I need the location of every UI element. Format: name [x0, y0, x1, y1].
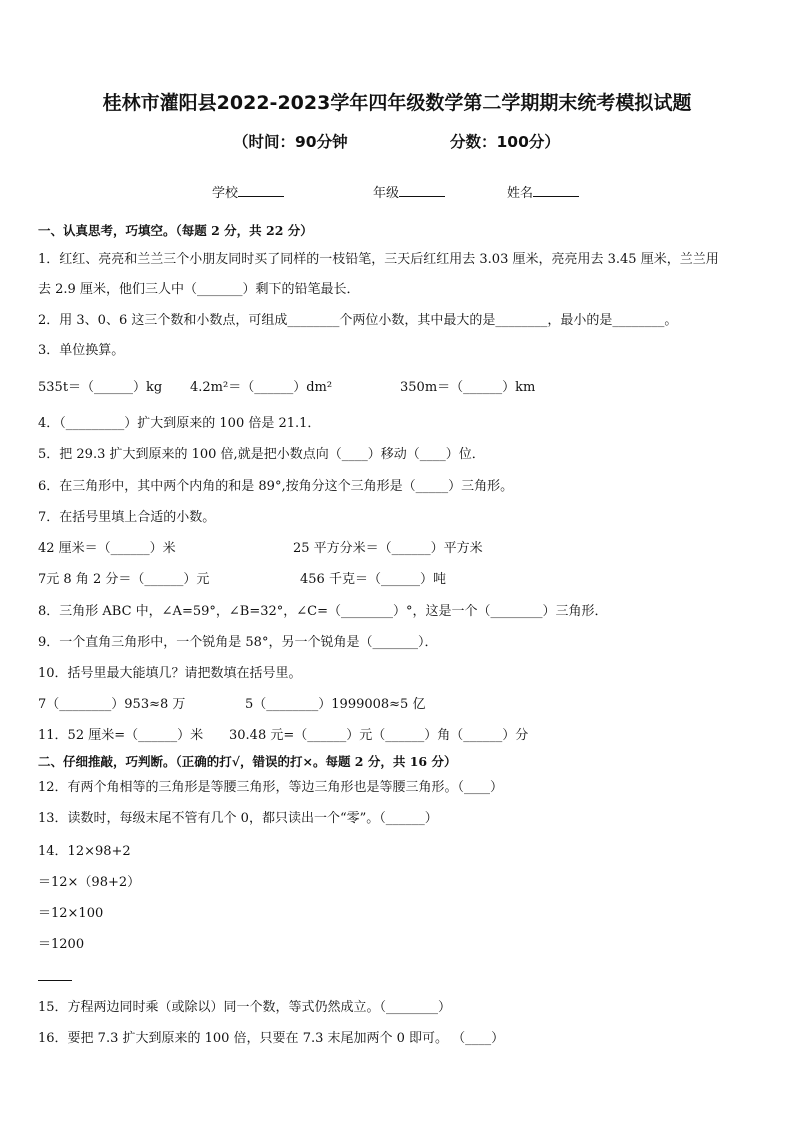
question-8: 8．三角形 ABC 中，∠A=59°，∠B=32°，∠C=（________）°，这是一个（________）三角形．: [38, 604, 608, 619]
question-3-c: 350m＝（______）km: [400, 380, 536, 395]
question-11: [38, 728, 758, 746]
question-7-d: 456 千克＝（______）吨: [300, 572, 446, 587]
grade-field: [373, 182, 445, 201]
question-14-line-2: ＝12×（98+2）: [38, 875, 141, 890]
question-1-line-1: 1．红红、亮亮和兰兰三个小朋友同时买了同样的一枝铅笔，三天后红红用去 3.03 厘米，亮亮用去 3.45 厘米，兰兰用: [38, 252, 719, 267]
exam-time: （时间：90分钟: [233, 133, 348, 151]
question-3-a: 535t＝（______）kg: [38, 380, 163, 395]
question-12: 12．有两个角相等的三角形是等腰三角形，等边三角形也是等腰三角形。（____）: [38, 780, 504, 795]
question-1-line-2: 去 2.9 厘米，他们三人中（_______）剩下的铅笔最长．: [38, 282, 360, 297]
school-label: 学校: [212, 186, 239, 201]
exam-score: 分数：100分）: [450, 133, 560, 151]
section-2-heading: 二、仔细推敲，巧判断。（正确的打√，错误的打×。每题 2 分，共 16 分）: [38, 754, 457, 769]
question-9: 9．一个直角三角形中，一个锐角是 58°，另一个锐角是（_______）．: [38, 635, 438, 650]
name-label: 姓名: [507, 186, 534, 201]
grade-blank: [399, 184, 445, 197]
question-14-line-1: 14．12×98+2: [38, 844, 131, 859]
question-3-b: 4.2m²＝（______）dm²: [190, 380, 333, 395]
question-3-items: [38, 380, 758, 398]
question-2: 2．用 3、0、6 这三个数和小数点，可组成________个两位小数，其中最大的是________，最小的是________。: [38, 313, 678, 328]
question-16: 16．要把 7.3 扩大到原来的 100 倍，只要在 7.3 末尾加两个 0 即可。 （____）: [38, 1031, 505, 1046]
question-11-b: 30.48 元=（______）元（______）角（______）分: [229, 728, 529, 743]
question-15: 15．方程两边同时乘（或除以）同一个数，等式仍然成立。（________）: [38, 1000, 452, 1015]
answer-blank-rule: [38, 980, 72, 981]
question-6: 6．在三角形中，其中两个内角的和是 89°,按角分这个三角形是（_____）三角形。: [38, 479, 514, 494]
question-10-items: [38, 697, 758, 715]
question-10-b: 5（________）1999008≈5 亿: [245, 697, 426, 712]
question-3-stem: 3．单位换算。: [38, 343, 125, 358]
question-7-row-1: [38, 541, 758, 559]
question-11-a: 11．52 厘米=（______）米: [38, 728, 204, 743]
question-7-a: 42 厘米＝（______）米: [38, 541, 176, 556]
question-4: 4．（_________）扩大到原来的 100 倍是 21.1．: [38, 416, 321, 431]
question-13: 13．读数时，每级末尾不管有几个 0，都只读出一个“零”。（______）: [38, 811, 438, 826]
question-7-stem: 7．在括号里填上合适的小数。: [38, 510, 216, 525]
school-field: [212, 182, 284, 201]
question-10-stem: 10．括号里最大能填几？请把数填在括号里。: [38, 666, 302, 681]
question-7-c: 7元 8 角 2 分＝（______）元: [38, 572, 210, 587]
school-blank: [238, 184, 284, 197]
question-14-line-4: ＝1200: [38, 937, 85, 952]
question-14-line-3: ＝12×100: [38, 906, 104, 921]
question-5: 5．把 29.3 扩大到原来的 100 倍,就是把小数点向（____）移动（____）位．: [38, 447, 485, 462]
name-field: [507, 182, 579, 201]
name-blank: [533, 184, 579, 197]
grade-label: 年级: [373, 186, 400, 201]
page-title: 桂林市灌阳县2022-2023学年四年级数学第二学期期末统考模拟试题: [102, 92, 692, 114]
question-7-b: 25 平方分米＝（______）平方米: [293, 541, 483, 556]
question-7-row-2: [38, 572, 758, 590]
section-1-heading: 一、认真思考，巧填空。（每题 2 分，共 22 分）: [38, 223, 313, 238]
question-10-a: 7（________）953≈8 万: [38, 697, 186, 712]
